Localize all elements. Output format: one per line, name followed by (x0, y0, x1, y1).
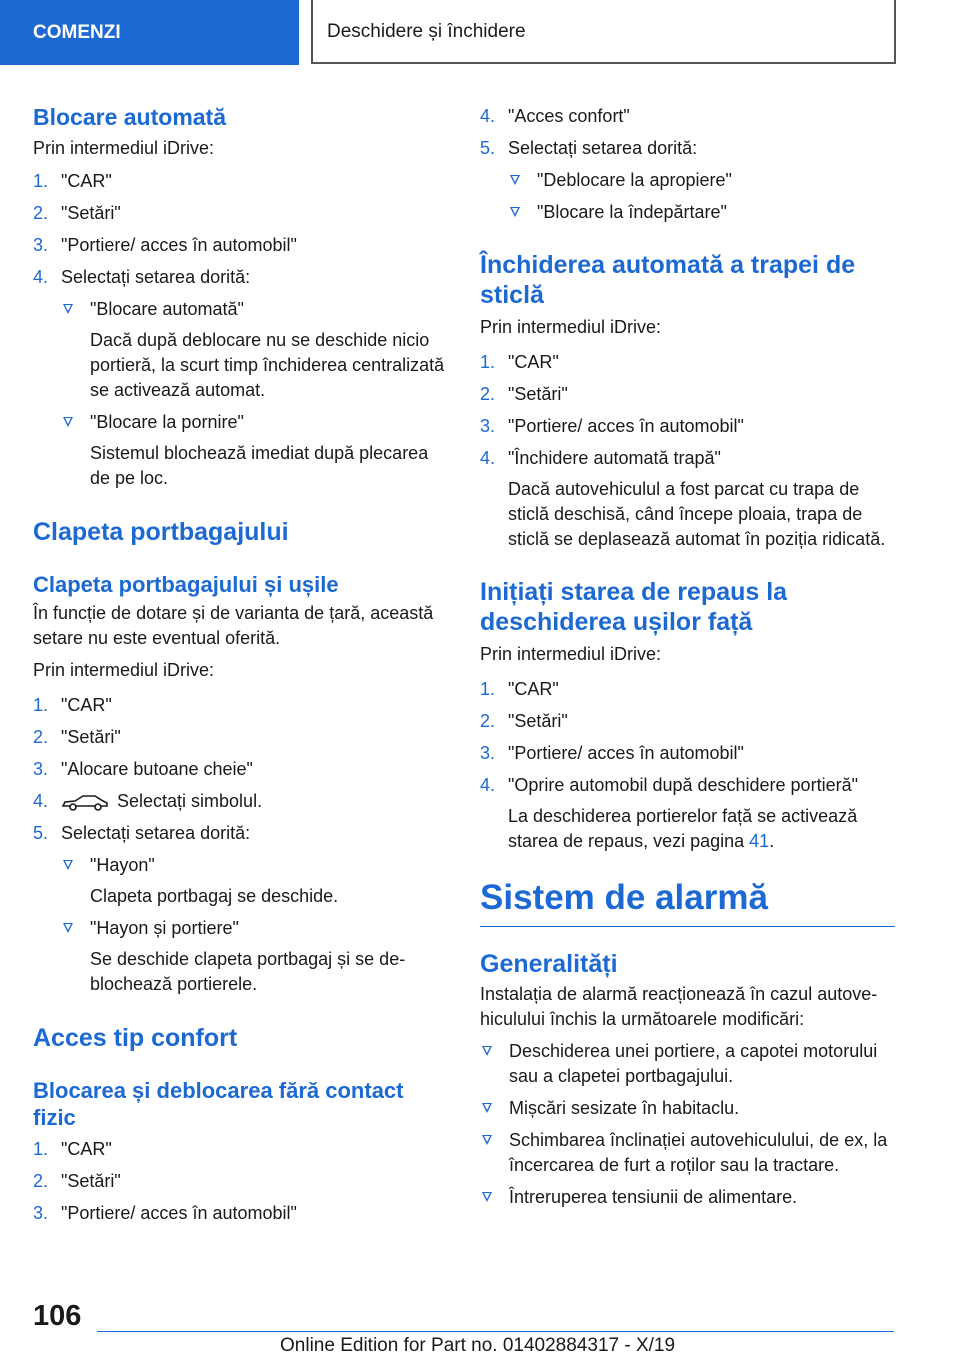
list-item: 4. "Închidere automată trapă" (480, 448, 721, 468)
list-item: Schimbarea înclinației autovehiculului, de ex, la încercarea de furt a roților sau la tractare. (480, 1128, 895, 1178)
bullet-triangle-icon (510, 175, 520, 185)
list-item: 4. Selectați simbolul. (33, 791, 263, 811)
list-item: 3. "Portiere/ acces în automobil" (33, 235, 297, 255)
list-item: 2. "Setări" (480, 384, 568, 404)
page-number: 106 (33, 1300, 82, 1332)
paragraph: La deschiderea portierelor față se activează starea de repaus, vezi pagina 41. (508, 806, 858, 851)
steps-list (480, 350, 895, 471)
heading-tailgate: Clapeta portbagajului (33, 518, 289, 546)
bullet-triangle-icon (482, 1192, 492, 1202)
heading-general: Generalități (480, 950, 618, 978)
list-item: "Deblocare la apropiere" (508, 168, 895, 193)
paragraph: Sistemul blochează imediat după plecarea de pe loc. (90, 443, 429, 488)
list-item: 2. "Setări" (480, 711, 568, 731)
heading-comfort-access: Acces tip confort (33, 1024, 238, 1052)
list-item: 3. "Portiere/ acces în automobil" (33, 1203, 297, 1223)
bullet-list (480, 168, 895, 225)
steps-list (33, 1137, 448, 1226)
car-icon (61, 793, 109, 811)
header-section: COMENZI (0, 0, 299, 65)
list-item: "Blocare la pornire" (61, 410, 448, 435)
bullet-triangle-icon (482, 1135, 492, 1145)
steps-list (480, 104, 895, 161)
list-item: 2. "Setări" (33, 727, 121, 747)
list-item: Întreruperea tensiunii de alimentare. (480, 1185, 895, 1210)
bullet-triangle-icon (482, 1103, 492, 1113)
heading-tailgate-doors: Clapeta portbagajului și ușile (33, 572, 339, 597)
bullet-list (33, 916, 448, 941)
paragraph: Prin intermediul iDrive: (480, 644, 662, 664)
page-link[interactable]: 41 (749, 831, 770, 851)
list-item: 1. "CAR" (33, 171, 112, 191)
heading-alarm-system: Sistem de alarmă (480, 876, 895, 927)
paragraph: Se deschide clapeta portbagaj și se deblochează portierele. (90, 949, 406, 994)
list-item: 3. "Alocare butoane cheie" (33, 759, 253, 779)
bullet-triangle-icon (510, 207, 520, 217)
list-item: 4. Selectați setarea dorită: (33, 267, 251, 287)
bullet-list (33, 410, 448, 435)
list-item: 3. "Portiere/ acces în automobil" (480, 416, 744, 436)
list-item: 4. "Acces confort" (480, 106, 630, 126)
paragraph: Prin intermediul iDrive: (480, 317, 662, 337)
left-column (33, 100, 448, 1226)
paragraph: În funcție de dotare și de varianta de țară, această setare nu este eventual oferită. (33, 603, 434, 648)
paragraph: Prin intermediul iDrive: (33, 138, 215, 158)
list-item: 3. "Portiere/ acces în automobil" (480, 743, 744, 763)
paragraph: Prin intermediul iDrive: (33, 660, 215, 680)
steps-list (33, 169, 448, 290)
list-item: "Hayon" (61, 853, 448, 878)
list-item: 5. Selectați setarea dorită: (480, 138, 698, 158)
list-item: 2. "Setări" (33, 1171, 121, 1191)
paragraph: Instalația de alarmă reacționează în cazul autovehiculului închis la următoarele modificări: (480, 984, 878, 1029)
heading-glass-roof: Închiderea automată a trapei de sticlă (480, 251, 856, 309)
list-item: 1. "CAR" (480, 352, 559, 372)
list-item: Deschiderea unei portiere, a capotei motorului sau a clapetei portbagajului. (480, 1039, 895, 1089)
bullet-triangle-icon (482, 1046, 492, 1056)
steps-list (480, 677, 895, 798)
list-item: 1. "CAR" (480, 679, 559, 699)
list-item: 5. Selectați setarea dorită: (33, 823, 251, 843)
bullet-list (33, 853, 448, 878)
list-item: "Blocare la îndepărtare" (508, 200, 895, 225)
heading-standby: Inițiați starea de repaus la deschiderea ușilor față (480, 578, 788, 636)
list-item: "Blocare automată" (61, 297, 448, 322)
bullet-triangle-icon (63, 860, 73, 870)
bullet-triangle-icon (63, 417, 73, 427)
list-item: "Hayon și portiere" (61, 916, 448, 941)
footer-edition: Online Edition for Part no. 01402884317 - X/19 (280, 1335, 676, 1356)
heading-contactless: Blocarea și deblocarea fără contact fizic (33, 1078, 404, 1130)
bullet-triangle-icon (63, 923, 73, 933)
right-column (480, 104, 895, 1210)
list-item: Mișcări sesizate în habitaclu. (480, 1096, 895, 1121)
paragraph: Dacă autovehiculul a fost parcat cu trapa de sticlă deschisă, când începe ploaia, trapa de sticlă se deplasează automat în poziția ridicată. (508, 479, 886, 549)
bullet-list (480, 1039, 895, 1210)
steps-list (33, 693, 448, 846)
paragraph: Dacă după deblocare nu se deschide nicio portieră, la scurt timp închiderea centralizată se activează automat. (90, 330, 445, 400)
heading-auto-lock: Blocare automată (33, 104, 227, 130)
list-item: 1. "CAR" (33, 1139, 112, 1159)
list-item: 1. "CAR" (33, 695, 112, 715)
list-item: 4. "Oprire automobil după deschidere portieră" (480, 775, 858, 795)
bullet-triangle-icon (63, 304, 73, 314)
bullet-list (33, 297, 448, 322)
list-item: 2. "Setări" (33, 203, 121, 223)
header-chapter: Deschidere și închidere (311, 0, 896, 64)
paragraph: Clapeta portbagaj se deschide. (90, 886, 339, 906)
